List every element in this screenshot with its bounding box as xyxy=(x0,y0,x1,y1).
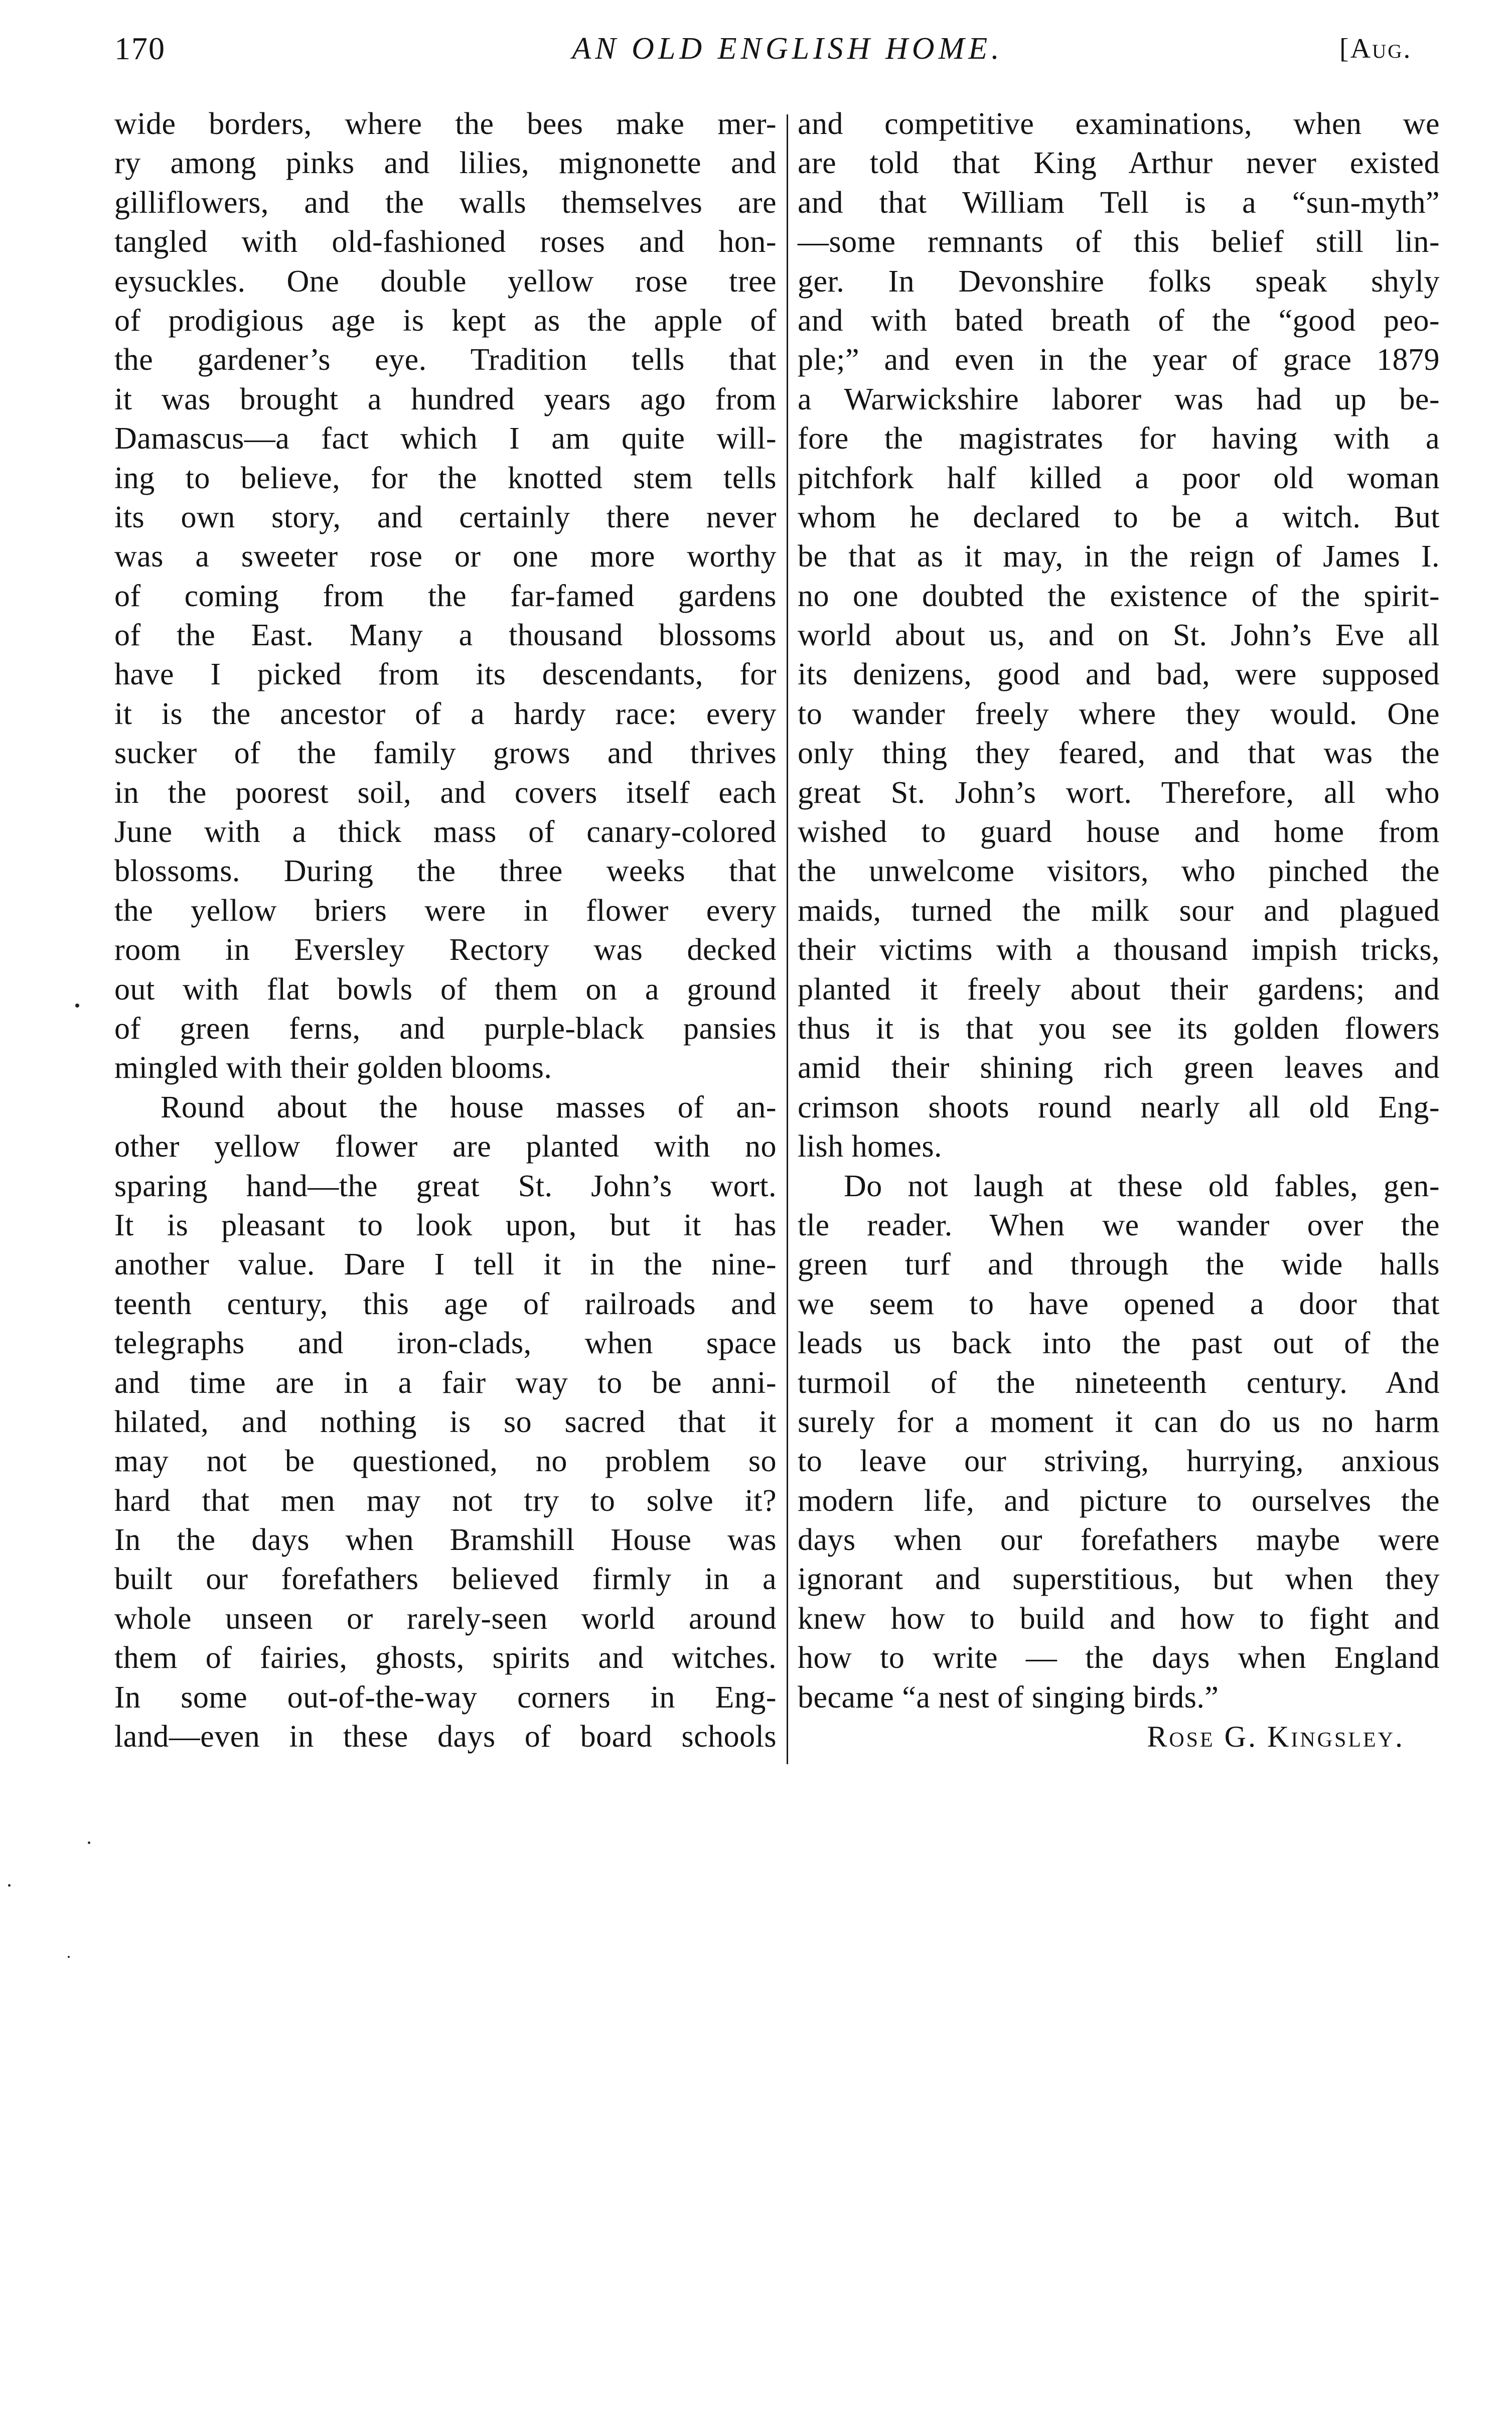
text-line: it is the ancestor of a hardy race: every xyxy=(114,696,777,731)
scan-speck xyxy=(68,1956,70,1958)
text-line: ignorant and superstitious, but when they xyxy=(798,1562,1440,1597)
text-line: In the days when Bramshill House was xyxy=(114,1523,777,1557)
text-line: and competitive examinations, when we xyxy=(798,107,1440,141)
text-line: wide borders, where the bees make mer- xyxy=(114,107,777,141)
text-line: thus it is that you see its golden flowers xyxy=(798,1011,1440,1046)
text-line: leads us back into the past out of the xyxy=(798,1326,1440,1361)
text-line: may not be questioned, no problem so xyxy=(114,1444,777,1479)
text-line: crimson shoots round nearly all old Eng- xyxy=(798,1090,1440,1124)
text-line: pitchfork half killed a poor old woman xyxy=(798,461,1440,495)
text-line: no one doubted the existence of the spirit- xyxy=(798,579,1440,613)
scan-speck xyxy=(88,1841,90,1844)
text-line: their victims with a thousand impish tricks, xyxy=(798,933,1440,967)
text-line: telegraphs and iron-clads, when space xyxy=(114,1326,777,1361)
paragraph-end-line: mingled with their golden blooms. xyxy=(114,1051,552,1085)
text-line: be that as it may, in the reign of James I. xyxy=(798,539,1440,574)
text-line: ple;” and even in the year of grace 1879 xyxy=(798,343,1440,377)
text-line: built our forefathers believed firmly in a xyxy=(114,1562,777,1597)
text-line: are told that King Arthur never existed xyxy=(798,146,1440,181)
text-line: have I picked from its descendants, for xyxy=(114,657,777,692)
text-line: tle reader. When we wander over the xyxy=(798,1208,1440,1242)
text-line: land—even in these days of board schools xyxy=(114,1720,777,1754)
text-line: —some remnants of this belief still lin- xyxy=(798,225,1440,259)
text-line: gilliflowers, and the walls themselves are xyxy=(114,185,777,220)
text-line: tangled with old-fashioned roses and hon- xyxy=(114,225,777,259)
text-line: was a sweeter rose or one more worthy xyxy=(114,539,777,574)
running-head xyxy=(0,26,1512,71)
text-line: knew how to build and how to fight and xyxy=(798,1601,1440,1636)
text-line: of prodigious age is kept as the apple of xyxy=(114,303,777,338)
text-line: Damascus—a fact which I am quite will- xyxy=(114,421,777,456)
text-line: world about us, and on St. John’s Eve all xyxy=(798,618,1440,653)
text-line: June with a thick mass of canary-colored xyxy=(114,815,777,849)
text-line: other yellow flower are planted with no xyxy=(114,1129,777,1164)
text-line: to wander freely where they would. One xyxy=(798,696,1440,731)
text-line: whom he declared to be a witch. But xyxy=(798,500,1440,534)
issue-month: [Aug. xyxy=(1339,33,1412,64)
right-column xyxy=(798,104,1440,1756)
text-line: days when our forefathers maybe were xyxy=(798,1523,1440,1557)
scan-speck xyxy=(75,1004,79,1008)
text-line: surely for a moment it can do us no harm xyxy=(798,1404,1440,1439)
paragraph-start-line: Do not laugh at these old fables, gen- xyxy=(844,1169,1440,1203)
text-line: ger. In Devonshire folks speak shyly xyxy=(798,264,1440,299)
text-line: a Warwickshire laborer was had up be- xyxy=(798,382,1440,416)
text-line: and that William Tell is a “sun-myth” xyxy=(798,185,1440,220)
text-line: great St. John’s wort. Therefore, all who xyxy=(798,775,1440,810)
text-line: another value. Dare I tell it in the nine- xyxy=(114,1247,777,1282)
text-line: of coming from the far-famed gardens xyxy=(114,579,777,613)
text-line: fore the magistrates for having with a xyxy=(798,421,1440,456)
text-line: sparing hand—the great St. John’s wort. xyxy=(114,1169,777,1203)
text-line: its denizens, good and bad, were supposed xyxy=(798,657,1440,692)
text-line: room in Eversley Rectory was decked xyxy=(114,933,777,967)
text-line: we seem to have opened a door that xyxy=(798,1287,1440,1321)
text-line: wished to guard house and home from xyxy=(798,815,1440,849)
column-divider xyxy=(787,114,788,1764)
text-line: eysuckles. One double yellow rose tree xyxy=(114,264,777,299)
text-line: hard that men may not try to solve it? xyxy=(114,1483,777,1518)
text-line: only thing they feared, and that was the xyxy=(798,736,1440,771)
text-line: It is pleasant to look upon, but it has xyxy=(114,1208,777,1242)
text-line: maids, turned the milk sour and plagued xyxy=(798,893,1440,928)
text-line: planted it freely about their gardens; and xyxy=(798,972,1440,1007)
text-line: it was brought a hundred years ago from xyxy=(114,382,777,416)
text-line: ry among pinks and lilies, mignonette and xyxy=(114,146,777,181)
text-line: how to write — the days when England xyxy=(798,1641,1440,1675)
text-line: modern life, and picture to ourselves the xyxy=(798,1483,1440,1518)
text-line: and with bated breath of the “good peo- xyxy=(798,303,1440,338)
text-line: out with flat bowls of them on a ground xyxy=(114,972,777,1007)
text-line: In some out-of-the-way corners in Eng- xyxy=(114,1680,777,1715)
left-column xyxy=(114,104,777,1756)
text-line: the gardener’s eye. Tradition tells that xyxy=(114,343,777,377)
text-line: in the poorest soil, and covers itself each xyxy=(114,775,777,810)
text-line: to leave our striving, hurrying, anxious xyxy=(798,1444,1440,1479)
page-number: 170 xyxy=(114,31,166,66)
text-line: green turf and through the wide halls xyxy=(798,1247,1440,1282)
scan-speck xyxy=(8,1884,11,1887)
text-line: sucker of the family grows and thrives xyxy=(114,736,777,771)
paragraph-start-line: Round about the house masses of an- xyxy=(161,1090,777,1124)
text-line: its own story, and certainly there never xyxy=(114,500,777,534)
text-line: ing to believe, for the knotted stem tells xyxy=(114,461,777,495)
text-line: of green ferns, and purple-black pansies xyxy=(114,1011,777,1046)
text-line: of the East. Many a thousand blossoms xyxy=(114,618,777,653)
text-line: blossoms. During the three weeks that xyxy=(114,854,777,889)
paragraph-end-line: became “a nest of singing birds.” xyxy=(798,1680,1219,1715)
text-line: teenth century, this age of railroads and xyxy=(114,1287,777,1321)
text-line: them of fairies, ghosts, spirits and witches. xyxy=(114,1641,777,1675)
text-line: the unwelcome visitors, who pinched the xyxy=(798,854,1440,889)
text-line: hilated, and nothing is so sacred that it xyxy=(114,1404,777,1439)
text-line: whole unseen or rarely-seen world around xyxy=(114,1601,777,1636)
paragraph-end-line: lish homes. xyxy=(798,1129,942,1164)
text-line: the yellow briers were in flower every xyxy=(114,893,777,928)
text-line: and time are in a fair way to be anni- xyxy=(114,1365,777,1400)
text-line: turmoil of the nineteenth century. And xyxy=(798,1365,1440,1400)
text-line: amid their shining rich green leaves and xyxy=(798,1051,1440,1085)
author-signature: Rose G. Kingsley. xyxy=(1147,1720,1405,1754)
running-title: AN OLD ENGLISH HOME. xyxy=(572,32,1003,66)
